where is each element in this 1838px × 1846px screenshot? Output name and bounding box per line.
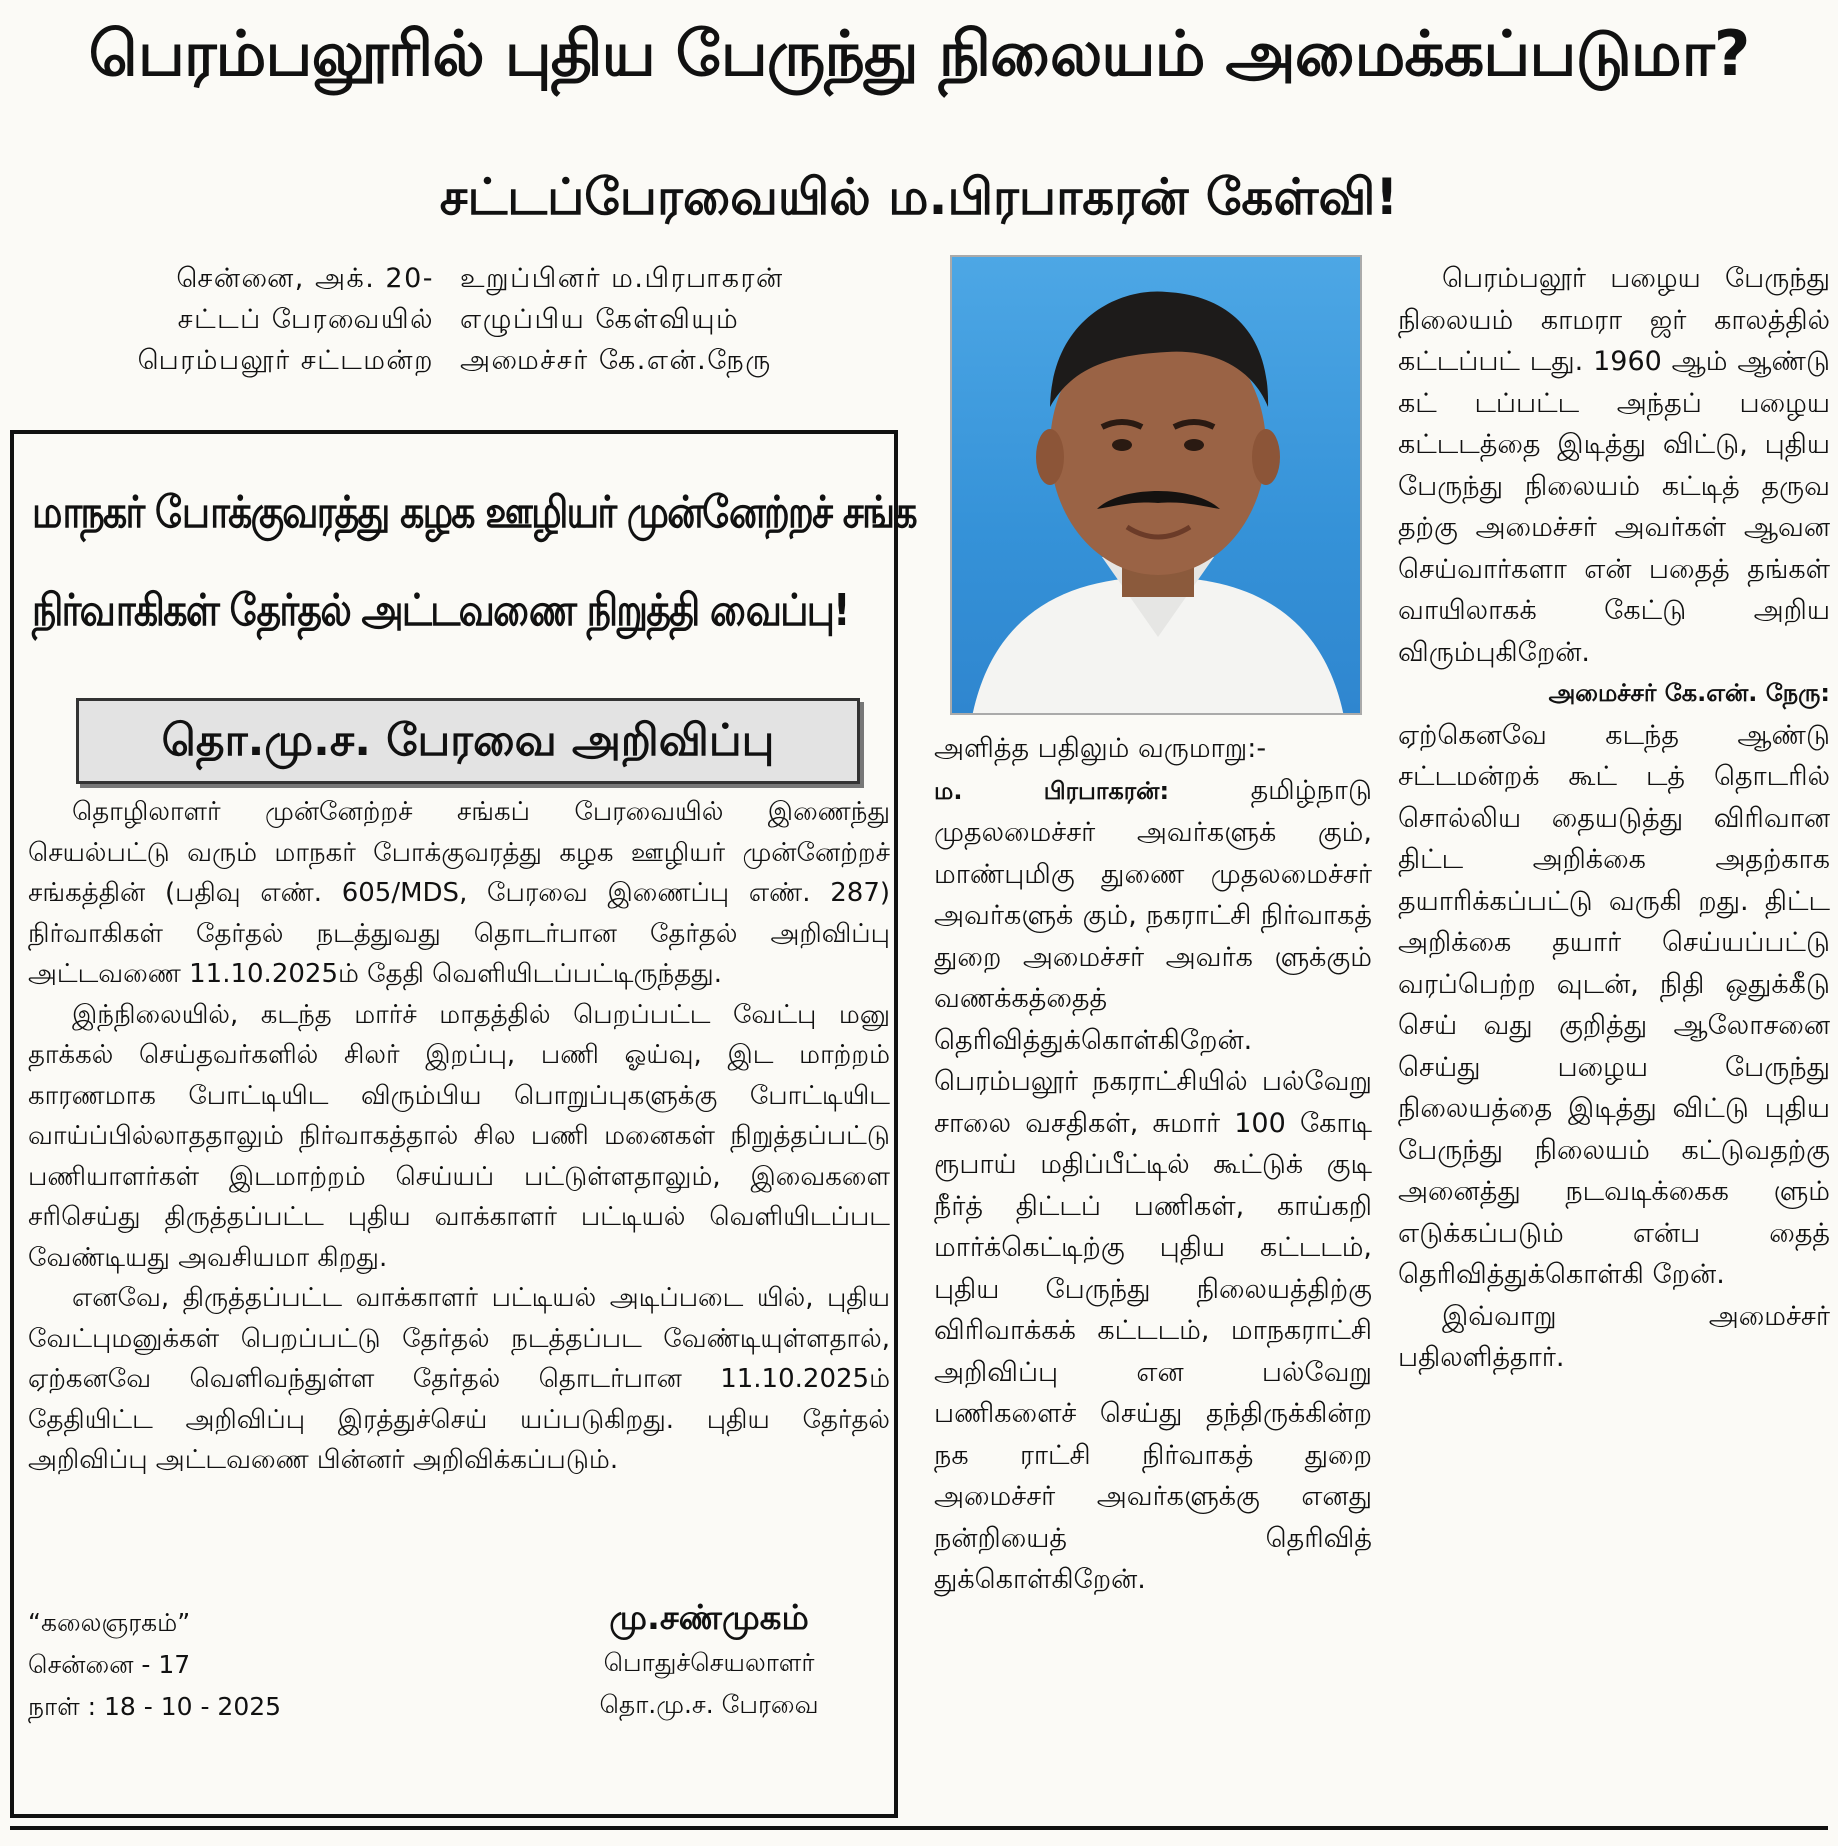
- intro-right: [460, 258, 882, 381]
- bottom-divider: [10, 1826, 1828, 1830]
- speaker-prabhakaran: ம. பிரபாகரன்:: [934, 776, 1170, 805]
- notice-paragraph: எனவே, திருத்தப்பட்ட வாக்காளர் பட்டியல் அடிப்படை யில், புதிய வேட்புமனுக்கள் பெறப்பட்டு தேர்தல் நடத்தப்பட வேண்டியுள்ளதால், ஏற்கனவே வெளிவந்துள்ள தேர்தல் தொடர்பான 11.10.2025ம் தேதியிட்ட அறிவிப்பு இரத்துச்செய் யப்படுகிறது. புதிய தேர்தல் அறிவிப்பு அட்டவணை பின்னர் அறிவிக்கப்படும்.: [28, 1283, 890, 1475]
- intro-left: [12, 258, 434, 381]
- right-paragraph: பெரம்பலூர் பழைய பேருந்து நிலையம் காமரா ஜர் காலத்தில் கட்டப்பட் டது. 1960 ஆம் ஆண்டு கட் டப்பட்ட அந்தப் பழைய கட்டடத்தை இடித்து விட்டு, புதிய பேருந்து நிலையம் கட்டித் தருவ தற்கு அமைச்சர் அவர்கள் ஆவன செய்வார்களா என் பதைத் தங்கள் வாயிலாகக் கேட்டு அறிய விரும்புகிறேன்.: [1398, 263, 1830, 668]
- intro-text: [12, 258, 882, 381]
- notice-paragraph: தொழிலாளர் முன்னேற்றச் சங்கப் பேரவையில் இணைந்து செயல்பட்டு வரும் மாநகர் போக்குவரத்து கழக ஊழியர் முன்னேற்றச் சங்கத்தின் (பதிவு எண். 605/MDS, பேரவை இணைப்பு எண். 287) நிர்வாகிகள் தேர்தல் நடத்துவது தொடர்பான தேர்தல் அறிவிப்பு அட்டவணை 11.10.2025ம் தேதி வெளியிடப்பட்டிருந்தது.: [28, 797, 890, 989]
- intro-line: பெரம்பலூர் சட்டமன்ற: [137, 345, 434, 376]
- notice-designation: பொதுச்செயலாளர்: [603, 1648, 815, 1677]
- notice-signatory: மு.சண்முகம்: [609, 1598, 809, 1638]
- subheadline: சட்டப்பேரவையில் ம.பிரபாகரன் கேள்வி!: [439, 168, 1399, 226]
- notice-box: [10, 430, 916, 1818]
- notice-address: [28, 1602, 281, 1728]
- middle-column: [934, 728, 1372, 1601]
- portrait-illustration: [952, 257, 1362, 715]
- headline: பெரம்பலூரில் புதிய பேருந்து நிலையம் அமைக்கப்படுமா?: [88, 17, 1750, 90]
- answer-lead: அளித்த பதிலும் வருமாறு:-: [934, 733, 1267, 764]
- intro-line: அமைச்சர் கே.என்.நேரு: [460, 345, 772, 376]
- notice-title: [32, 464, 916, 660]
- intro-line: சட்டப் பேரவையில்: [177, 304, 434, 335]
- portrait-photo: [950, 255, 1362, 715]
- middle-text: தமிழ்நாடு முதலமைச்சர் அவர்களுக் கும், மாண்புமிகு துணை முதலமைச்சர் அவர்களுக் கும், நகராட்சி நிர்வாகத் துறை அமைச்சர் அவர்க ளுக்கும் வணக்கத்தைத் தெரிவித்துக்கொள்கிறேன். பெரம்பலூர் நகராட்சியில் பல்வேறு சாலை வசதிகள், சுமார் 100 கோடி ரூபாய் மதிப்பீட்டில் கூட்டுக் குடி நீர்த் திட்டப் பணிகள், காய்கறி மார்க்கெட்டிற்கு புதிய கட்டடம், புதிய பேருந்து நிலையத்திற்கு விரிவாக்கக் கட்டடம், மாநகராட்சி அறிவிப்பு என பல்வேறு பணிகளைச் செய்து தந்திருக்கின்ற நக ராட்சி நிர்வாகத் துறை அமைச்சர் அவர்களுக்கு எனது நன்றியைத் தெரிவித் துக்கொள்கிறேன்.: [934, 774, 1372, 1595]
- notice-organization: தொ.மு.ச. பேரவை: [599, 1690, 819, 1719]
- right-paragraph: ஏற்கெனவே கடந்த ஆண்டு சட்டமன்றக் கூட் டத் தொடரில் சொல்லிய தையடுத்து விரிவான திட்ட அறிக்கை அதற்காக தயாரிக்கப்பட்டு வருகி றது. திட்ட அறிக்கை தயார் செய்யப்பட்டு வரப்பெற்ற வுடன், நிதி ஒதுக்கீடு செய் வது குறித்து ஆலோசனை செய்து பழைய பேருந்து நிலையத்தை இடித்து விட்டு புதிய பேருந்து நிலையம் கட்டுவதற்கு அனைத்து நடவடிக்கைக ளும் எடுக்கப்படும் என்ப தைத் தெரிவித்துக்கொள்கி றேன்.: [1398, 719, 1830, 1290]
- notice-paragraph: இந்நிலையில், கடந்த மார்ச் மாதத்தில் பெறப்பட்ட வேட்பு மனு தாக்கல் செய்தவர்களில் சிலர் இறப்பு, பணி ஓய்வு, இட மாற்றம் காரணமாக போட்டியிட விரும்பிய பொறுப்புகளுக்கு போட்டியிட வாய்ப்பில்லாததாலும் நிர்வாகத்தால் சில பணி மனைகள் நிறுத்தப்பட்டு பணியாளர்கள் இடமாற்றம் செய்யப் பட்டுள்ளதாலும், இவைகளை சரிசெய்து திருத்தப்பட்ட புதிய வாக்காளர் பட்டியல் வெளியிடப்பட வேண்டியது அவசியமா கிறது.: [28, 999, 890, 1273]
- middle-paragraph: [934, 770, 1372, 1601]
- intro-line: எழுப்பிய கேள்வியும்: [460, 304, 740, 335]
- notice-address-line: சென்னை - 17: [28, 1650, 191, 1679]
- intro-line: சென்னை, அக். 20-: [176, 263, 434, 294]
- speaker-nehru: அமைச்சர் கே.என். நேரு:: [1548, 679, 1830, 707]
- right-column: [1398, 258, 1830, 1379]
- notice-title-line: மாநகர் போக்குவரத்து கழக ஊழியர் முன்னேற்றச் சங்க: [32, 487, 916, 538]
- notice-date: நாள் : 18 - 10 - 2025: [28, 1692, 282, 1721]
- intro-line: உறுப்பினர் ம.பிரபாகரன்: [460, 263, 784, 294]
- notice-signature-block: [524, 1594, 894, 1726]
- notice-body: [28, 792, 890, 1481]
- notice-address-line: “கலைஞரகம்”: [28, 1608, 191, 1637]
- notice-title-line: நிர்வாகிகள் தேர்தல் அட்டவணை நிறுத்தி வைப்பு!: [32, 585, 849, 636]
- notice-label: தொ.மு.ச. பேரவை அறிவிப்பு: [76, 698, 860, 784]
- right-paragraph: இவ்வாறு அமைச்சர் பதிலளித்தார்.: [1398, 1300, 1830, 1373]
